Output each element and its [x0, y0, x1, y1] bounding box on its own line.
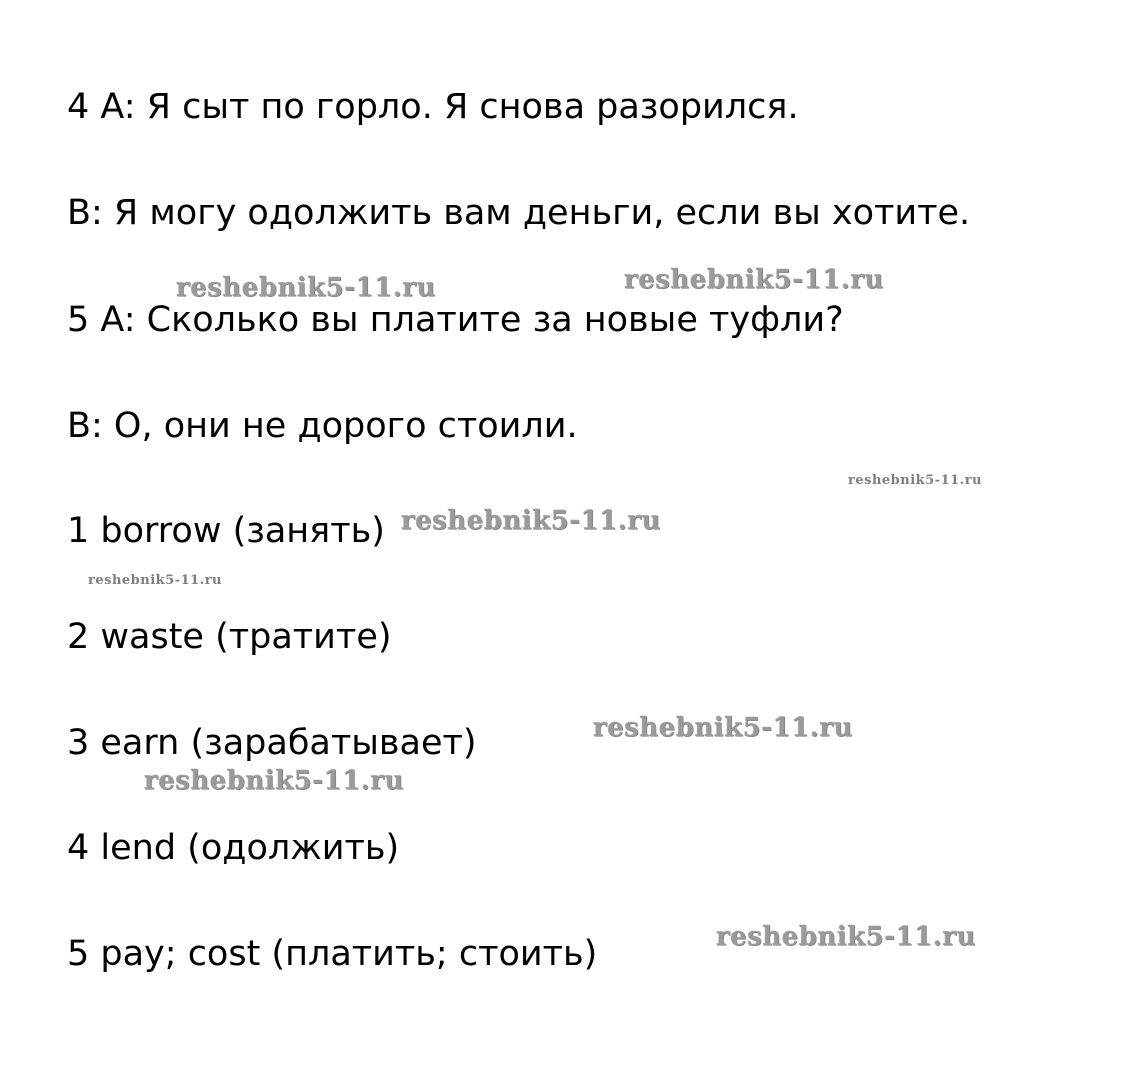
watermark: reshebnik5-11.ru [144, 766, 405, 796]
watermark: reshebnik5-11.ru [848, 473, 983, 488]
watermark: reshebnik5-11.ru [593, 713, 854, 743]
watermark: reshebnik5-11.ru [176, 273, 437, 303]
dialogue-line-5b: B: О, они не дорого стоили. [67, 406, 578, 446]
watermark: reshebnik5-11.ru [716, 922, 977, 952]
dialogue-line-4a: 4 A: Я сыт по горло. Я снова разорился. [67, 87, 799, 127]
dialogue-line-4b: B: Я могу одолжить вам деньги, если вы хотите. [67, 193, 971, 233]
watermark: reshebnik5-11.ru [624, 265, 885, 295]
watermark: reshebnik5-11.ru [401, 506, 662, 536]
answer-line-2: 2 waste (тратите) [67, 617, 392, 657]
watermark: reshebnik5-11.ru [88, 573, 223, 588]
answer-line-4: 4 lend (одолжить) [67, 828, 400, 868]
dialogue-line-5a: 5 A: Сколько вы платите за новые туфли? [67, 300, 844, 340]
answer-line-3: 3 earn (зарабатывает) [67, 723, 477, 763]
answer-line-1: 1 borrow (занять) [67, 511, 385, 551]
answer-line-5: 5 pay; cost (платить; стоить) [67, 934, 598, 974]
